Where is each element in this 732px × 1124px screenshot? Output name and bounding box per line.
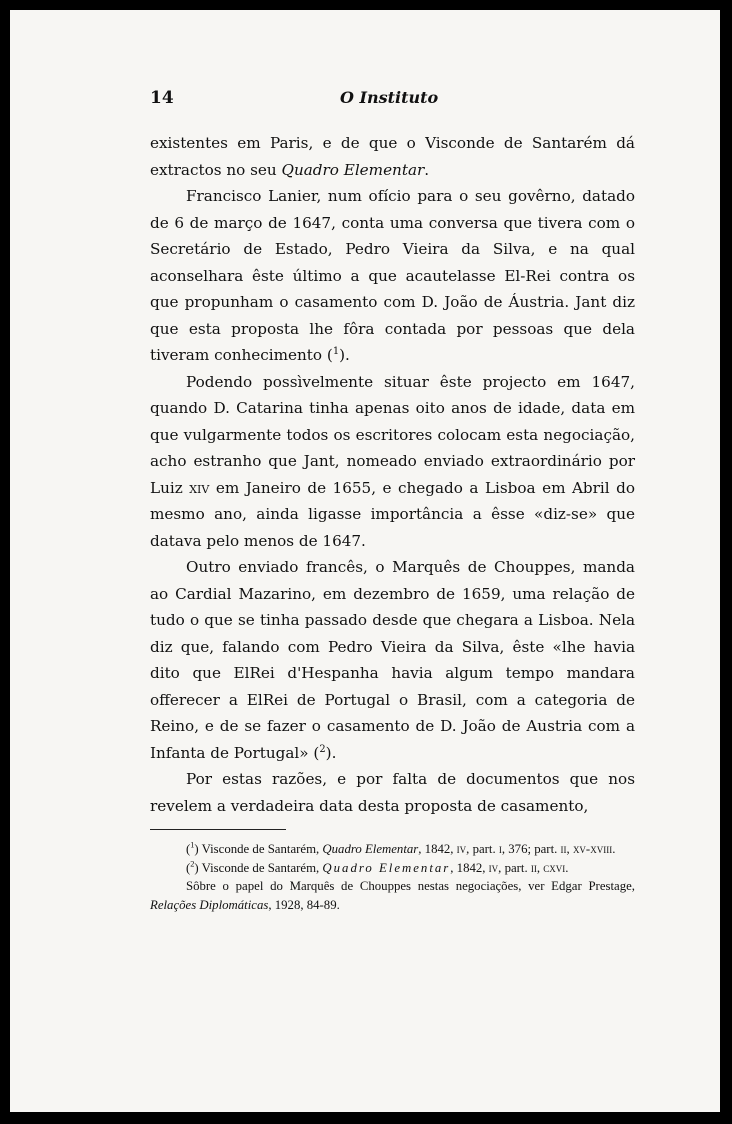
footnote-1-volume: iv [456, 842, 467, 856]
footnote-2-text-e: . [565, 860, 569, 875]
roman-numeral: xiv [189, 478, 210, 497]
paragraph-1 [150, 130, 635, 183]
footnote-3 [150, 877, 635, 914]
footnote-1 [150, 840, 635, 859]
footnote-3-text-a: Sôbre o papel do Marquês de Chouppes nestas negociações, ver Edgar Prestage, [186, 879, 635, 893]
paragraph-3-text-a: Podendo possìvelmente situar êste projecto em 1647, quando D. Catarina tinha apenas oito anos de idade, data em que vulgarmente todos os escritores colocam esta negociação, acho estranho que Jant, nomeado enviado extraordinário por Luiz [150, 372, 635, 497]
footnote-2 [150, 859, 635, 878]
paragraph-4 [150, 554, 635, 766]
paragraph-4-text-a: Outro enviado francês, o Marquês de Chouppes, manda ao Cardial Mazarino, em dezembro de 1659, uma relação de tudo o que se tinha passado desde que chegara a Lisboa. Nela diz que, falando com Pedro Vieira da Silva, êste «lhe havia dito que ElRei d'Hespanha havia algum tempo mandara offerecer a ElRei de Portugal o Brasil, com a categoria de Reino, e de se fazer o casamento de D. João de Austria com a Infanta de Portugal» ( [150, 558, 635, 762]
footnote-2-pages: cxvi [543, 860, 566, 875]
footnote-2-text-b: , 1842, [450, 860, 489, 875]
footnote-2-text-a: Visconde de Santarém, [198, 860, 323, 875]
footnote-1-text-c: , part. [466, 842, 499, 856]
footnote-1-text-e: , [566, 842, 573, 856]
running-title: O Instituto [340, 88, 439, 107]
footnote-2-title: Quadro Elementar [322, 860, 451, 875]
footnote-1-text-f: . [612, 842, 616, 856]
paragraph-1-title: Quadro Elementar [281, 160, 425, 179]
paragraph-5: Por estas razões, e por falta de documentos que nos revelem a verdadeira data desta proposta de casamento, [150, 770, 635, 815]
footnote-1-part-2: ii [560, 842, 567, 856]
footnote-2-text-d: , [536, 860, 544, 875]
body-text [150, 130, 635, 819]
paragraph-1-text-b: . [424, 160, 430, 179]
paragraph-3-text-b: em Janeiro de 1655, e chegado a Lisboa em Abril do mesmo ano, ainda ligasse importância a êsse «diz-se» que datava pelo menos de 1647. [150, 478, 635, 550]
footnote-1-part-1: i [498, 842, 502, 856]
paragraph-1-text-a: existentes em Paris, e de que o Visconde de Santarém dá extractos no seu [150, 134, 635, 179]
footnote-1-text-d: , 376; part. [501, 842, 561, 856]
footnote-2-marker: 2 [190, 859, 195, 869]
footnote-1-close: ) [194, 842, 199, 856]
paragraph-2-text-b: ). [339, 346, 350, 364]
footnotes [150, 840, 635, 914]
footnote-2-part: ii [530, 860, 537, 875]
page-header [150, 88, 635, 112]
footnote-2-open: ( [186, 860, 191, 875]
paragraph-4-text-b: ). [325, 743, 337, 762]
footnote-2-text-c: , part. [498, 860, 531, 875]
footnote-3-text-b: , 1928, 84-89. [268, 897, 340, 912]
footnote-1-open: ( [186, 842, 191, 856]
footnote-2-close: ) [194, 860, 199, 875]
book-page [10, 10, 720, 1112]
paragraph-3 [150, 369, 635, 555]
footnote-1-pages: xv-xviii [572, 842, 613, 856]
footnote-ref-2: 2 [319, 743, 326, 755]
paragraph-2-text-a: Francisco Lanier, num ofício para o seu govêrno, datado de 6 de março de 1647, conta uma conversa que tivera com o Secretário de Estado, Pedro Vieira da Silva, e na qual aconselhara êste último a que acautelasse El-Rei contra os que propunham o casamento com D. João de Áustria. Jant diz que esta proposta lhe fôra contada por pessoas que dela tiveram conhecimento ( [150, 187, 635, 364]
paragraph-2 [150, 183, 635, 369]
footnote-1-title: Quadro Elementar [322, 842, 419, 856]
footnote-ref-1: 1 [332, 345, 340, 357]
footnote-1-text-a: Visconde de Santarém, [198, 842, 323, 856]
page-number: 14 [150, 88, 174, 108]
footnote-1-marker: 1 [190, 840, 195, 850]
footnote-1-text-b: , 1842, [418, 842, 457, 856]
footnote-2-volume: iv [488, 860, 499, 875]
footnote-3-title: Relações Diplomáticas [150, 897, 269, 912]
footnote-divider [150, 829, 286, 830]
